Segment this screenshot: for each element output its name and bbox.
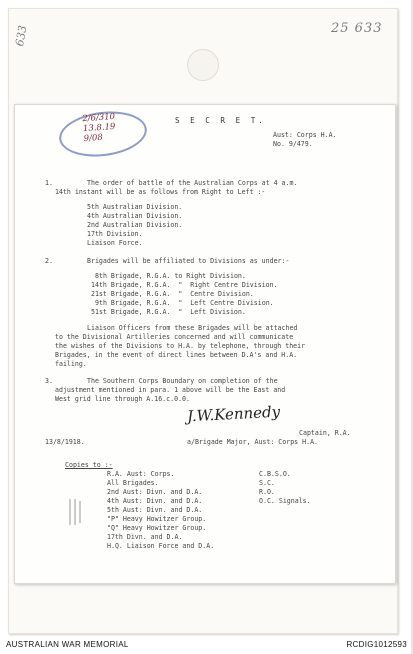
liaison-line: the wishes of the Divisions to H.A. by telephone, through their [55, 342, 306, 350]
handwritten-signature: J.W.Kennedy [186, 402, 281, 426]
signature-rank: Captain, R.A. [299, 429, 351, 437]
footer-record-id: RCDIG1012593 [346, 640, 407, 649]
copy-recipient: 5th Aust: Divn. and D.A. [107, 506, 203, 514]
copy-recipient: S.C. [259, 479, 275, 487]
handwritten-annotation-right: 25 633 [331, 21, 383, 36]
copy-recipient: O.C. Signals. [259, 497, 311, 505]
para-3-line: adjustment mentioned in para. 1 above will be the East and [55, 386, 286, 394]
copy-recipient: R.A. Aust: Corps. [107, 470, 175, 478]
para-1-line-1: The order of battle of the Australian Corps at 4 a.m. [87, 179, 298, 187]
document-title: S E C R E T. [175, 116, 266, 125]
copy-recipient: H.Q. Liaison Force and D.A. [107, 542, 215, 550]
stamp-text: 2/6/310 13.8.19 9/08 [81, 111, 116, 145]
document-date: 13/8/1918. [45, 438, 85, 446]
para-3-line: The Southern Corps Boundary on completion of the [87, 377, 278, 385]
copy-recipient: "Q" Heavy Howitzer Group. [107, 524, 207, 532]
liaison-line: Brigades, in the event of direct lines between D.A's and H.A. [55, 351, 298, 359]
reference-line-2: No. 9/479. [273, 140, 313, 148]
copy-recipient: 2nd Aust: Divn. and D.A. [107, 488, 203, 496]
pencil-mark [67, 497, 83, 527]
copy-recipient: 17th Divn. and D.A. [107, 533, 183, 541]
reference-line-1: Aust: Corps H.A. [273, 131, 337, 139]
brigade-row: 9th Brigade, R.G.A. " Left Centre Division. [95, 299, 274, 307]
para-2-intro: Brigades will be affiliated to Divisions as under:- [87, 257, 290, 265]
copy-recipient: All Brigades. [107, 479, 159, 487]
division-item: 2nd Australian Division. [87, 221, 183, 229]
crest-emblem [187, 49, 219, 81]
copy-recipient: C.B.S.O. [259, 470, 291, 478]
copy-recipient: 4th Aust: Divn. and D.A. [107, 497, 203, 505]
copies-label: Copies to :- [65, 461, 113, 469]
brigade-row: 8th Brigade, R.G.A. to Right Division. [95, 272, 246, 280]
brigade-row: 21st Brigade, R.G.A. " Centre Division. [91, 290, 254, 298]
division-item: 5th Australian Division. [87, 203, 183, 211]
brigade-row: 14th Brigade, R.G.A. " Right Centre Division. [91, 281, 278, 289]
division-item: Liaison Force. [87, 239, 143, 247]
division-item: 4th Australian Division. [87, 212, 183, 220]
liaison-line: to the Divisional Artilleries concerned and will communicate [55, 333, 294, 341]
footer-institution: AUSTRALIAN WAR MEMORIAL [6, 640, 129, 649]
para-2-number: 2. [45, 257, 53, 265]
copy-recipient: "P" Heavy Howitzer Group. [107, 515, 207, 523]
liaison-line: failing. [55, 360, 87, 368]
para-1-number: 1. [45, 179, 53, 187]
liaison-line: Liaison Officers from these Brigades will be attached [87, 324, 298, 332]
handwritten-annotation-left: 633 [13, 24, 30, 48]
para-3-line: West grid line through A.16.c.0.0. [55, 395, 190, 403]
copy-recipient: R.O. [259, 488, 275, 496]
document-sheet [14, 104, 396, 584]
division-item: 17th Division. [87, 230, 143, 238]
signature-role: a/Brigade Major, Aust: Corps H.A. [187, 438, 319, 446]
brigade-row: 51st Brigade, R.G.A. " Left Division. [91, 308, 246, 316]
para-1-line-2: 14th instant will be as follows from Right to Left :- [55, 188, 266, 196]
para-3-number: 3. [45, 377, 53, 385]
